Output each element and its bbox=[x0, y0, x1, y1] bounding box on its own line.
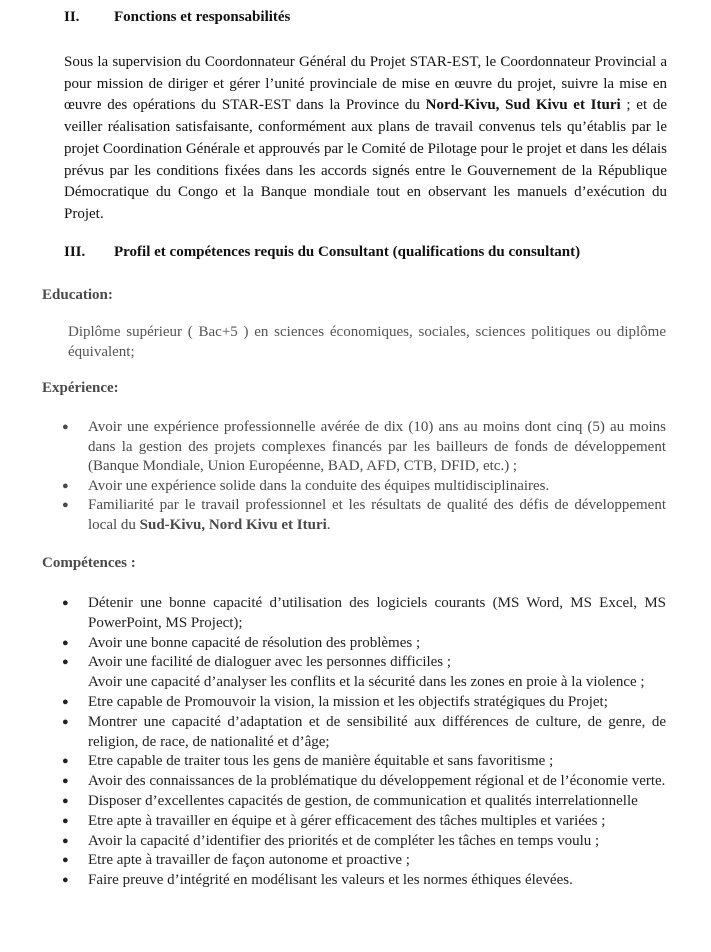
list-item: ● Avoir une expérience professionnelle avérée de dix (10) ans au moins dont cinq (5) au moins dans la gestion des projets complexes financés par les bailleurs de fonds de développement (Banque Mondiale, Union Européenne, BAD, AFD, CTB, DFID, etc.) ; bbox=[62, 419, 666, 474]
list-item: ● Faire preuve d’intégrité en modélisant les valeurs et les normes éthiques élevées. bbox=[60, 871, 666, 891]
competences-list bbox=[60, 594, 666, 891]
section-3-number: III. bbox=[64, 244, 86, 260]
experience-list bbox=[60, 418, 666, 535]
list-item: ● Montrer une capacité d’adaptation et de sensibilité aux différences de culture, de genre, de religion, de race, de nationalité et d’âge; bbox=[62, 713, 666, 750]
section-2-text-a: Sous la supervision du Coordonnateur Général du Projet STAR-EST, le Coordonnateur Provincial a pour mission de diriger et gérer l’unité provinciale de mise en œuvre du projet, suivre la mise en œuvre des opérations du STAR-EST dans la Province du bbox=[64, 54, 667, 114]
experience-provinces: Sud-Kivu, Nord Kivu et Ituri bbox=[139, 516, 327, 533]
list-item: ● Détenir une bonne capacité d’utilisation des logiciels courants (MS Word, MS Excel, MS PowerPoint, MS Project); bbox=[62, 595, 666, 631]
section-2-title: Fonctions et responsabilités bbox=[114, 9, 291, 25]
bullet-icon: ● bbox=[62, 499, 69, 511]
list-item: ● Avoir une expérience solide dans la conduite des équipes multidisciplinaires. bbox=[60, 477, 666, 497]
bullet-icon: ● bbox=[62, 479, 69, 492]
education-text: Diplôme supérieur ( Bac+5 ) en sciences économiques, sociales, sciences politiques ou diplôme équivalent; bbox=[68, 324, 666, 360]
bullet-icon: ● bbox=[62, 597, 69, 609]
list-item: ● Etre apte à travailler en équipe et à gérer efficacement des tâches multiples et variées ; bbox=[60, 812, 666, 832]
bullet-icon: ● bbox=[62, 874, 69, 887]
experience-heading: Expérience: bbox=[42, 380, 119, 396]
list-item: ● Avoir une facilité de dialoguer avec les personnes difficiles ; Avoir une capacité d’analyser les conflits et la sécurité dans les zones en proie à la violence ; bbox=[60, 653, 666, 693]
section-2-provinces: Nord-Kivu, Sud Kivu et Ituri bbox=[425, 97, 621, 114]
bullet-icon: ● bbox=[62, 636, 69, 649]
bullet-icon: ● bbox=[62, 695, 69, 708]
list-item: ● Familiarité par le travail professionnel et les résultats de qualité des défis de développement local du Sud-Kivu, Nord Kivu et Ituri. bbox=[62, 497, 666, 533]
bullet-icon: ● bbox=[62, 834, 69, 847]
section-3-heading bbox=[64, 244, 580, 261]
list-item: ● Etre apte à travailler de façon autonome et proactive ; bbox=[60, 851, 666, 871]
competence-continuation: Avoir une capacité d’analyser les conflits et la sécurité dans les zones en proie à la violence ; bbox=[88, 674, 645, 691]
bullet-icon: ● bbox=[62, 814, 69, 827]
list-item: ● Avoir une bonne capacité de résolution des problèmes ; bbox=[60, 634, 666, 654]
section-3-title: Profil et compétences requis du Consultant (qualifications du consultant) bbox=[114, 244, 581, 260]
competences-heading: Compétences : bbox=[42, 555, 136, 571]
list-item: ● Disposer d’excellentes capacités de gestion, de communication et qualités interrelationnelle bbox=[60, 792, 666, 812]
bullet-icon: ● bbox=[62, 794, 69, 807]
section-2-heading bbox=[64, 9, 290, 26]
section-2-text-b: ; et de veiller réalisation satisfaisante, conformément aux plans de travail convenus tels qu’établis par le projet Coordination Générale et approuvés par le Comité de Pilotage pour le projet et dans les délais prévus par les conditions fixées dans les accords signés entre le Gouvernement de la République Démocratique du Congo et la Banque mondiale tout en observant les manuels d’exécution du Projet. bbox=[64, 97, 667, 222]
bullet-icon: ● bbox=[62, 715, 69, 728]
list-item: ● Avoir des connaissances de la problématique du développement régional et de l’économie verte. bbox=[60, 772, 666, 792]
section-2-paragraph bbox=[64, 52, 667, 226]
section-2-number: II. bbox=[64, 9, 80, 25]
list-item: ● Etre capable de Promouvoir la vision, la mission et les objectifs stratégiques du Projet; bbox=[60, 693, 666, 713]
bullet-icon: ● bbox=[62, 775, 69, 788]
bullet-icon: ● bbox=[62, 421, 69, 433]
list-item: ● Etre capable de traiter tous les gens de manière équitable et sans favoritisme ; bbox=[60, 752, 666, 772]
bullet-icon: ● bbox=[62, 656, 69, 669]
bullet-icon: ● bbox=[62, 854, 69, 867]
bullet-icon: ● bbox=[62, 755, 69, 768]
education-heading: Education: bbox=[42, 287, 113, 303]
list-item: ● Avoir la capacité d’identifier des priorités et de compléter les tâches en temps voulu ; bbox=[60, 832, 666, 852]
